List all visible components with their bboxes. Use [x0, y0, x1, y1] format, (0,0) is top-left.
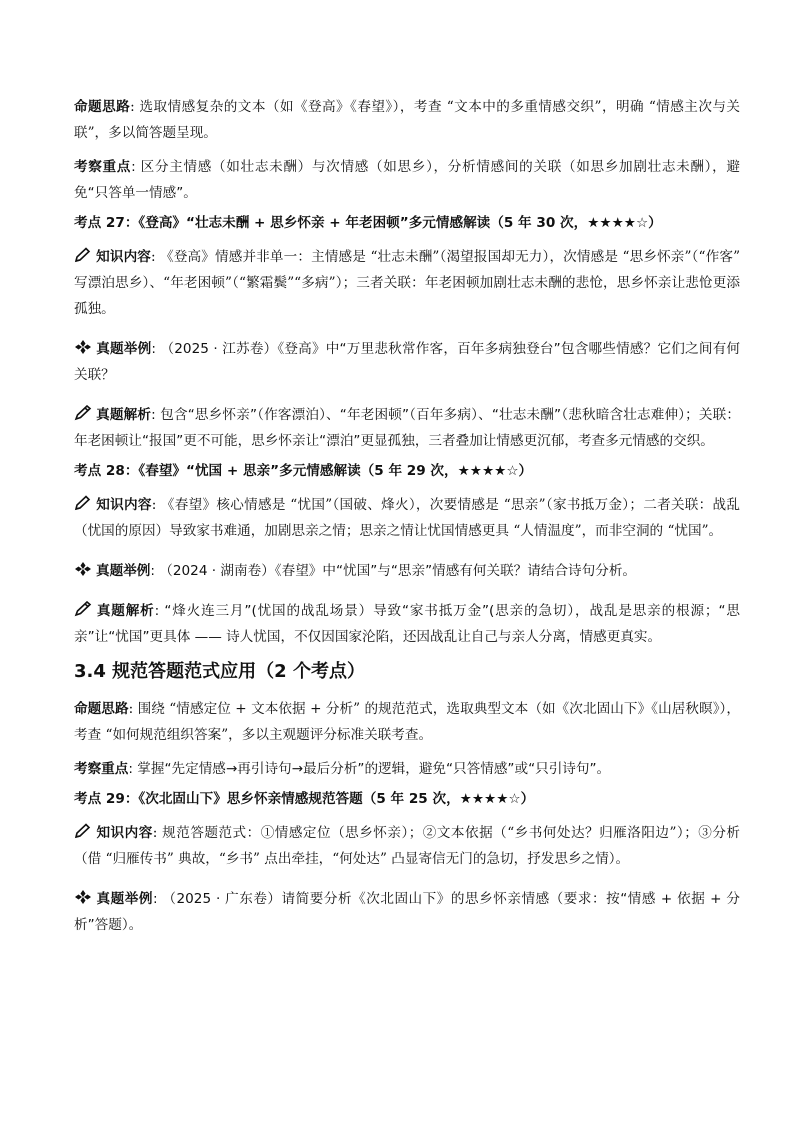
- body-text: 选取情感复杂的文本（如《登高》《春望》），考查 “文本中的多重情感交织”，明确 “情感主次与关联”，多以简答题呈现。: [74, 99, 741, 141]
- body-text: 围绕 “情感定位 + 文本依据 + 分析” 的规范范式，选取典型文本（如《次北固山下》《山居秋暝》），考查 “如何规范组织答案”，多以主观题评分标准关联考查。: [74, 701, 741, 743]
- knowledge-point-heading: 考点 28：《春望》“忧国 + 思亲”多元情感解读（5 年 29 次，★★★★☆）: [74, 463, 533, 479]
- body-text: “烽火连三月”(忧国的战乱场景）导致“家书抵万金”(思亲的急切），战乱是思亲的根源；“思亲”让“忧国”更具体 —— 诗人忧国，不仅因国家沦陷，还因战乱让自己与亲人分离，情感更真实。: [74, 603, 740, 645]
- body-text: 包含“思乡怀亲”（作客漂泊）、“年老困顿”（百年多病）、“壮志未酬”（悲秋暗含壮志难伸）；关联：年老困顿让“报国”更不可能，思乡怀亲让“漂泊”更显孤独，三者叠加让情感更沉郁，考查多元情感的交织。: [74, 407, 741, 449]
- section-heading: 3.4 规范答题范式应用（2 个考点）: [74, 661, 365, 682]
- label: 真题举例: [96, 341, 152, 357]
- knowledge-content: 知识内容: 《春望》核心情感是 “忧国”（国破、烽火），次要情感是 “思亲”（家书抵万金）；二者关联：战乱（忧国的原因）导致家书难通，加剧思亲之情；思亲之情让忧国情感更具 “人情温度”，而非空洞的 “忧国”。: [74, 497, 740, 539]
- body-text: （2024 · 湖南卷）《春望》中“忧国”与“思亲”情感有何关联？请结合诗句分析。: [159, 563, 637, 579]
- proposition-idea: 命题思路: 选取情感复杂的文本（如《登高》《春望》），考查 “文本中的多重情感交织”，明确 “情感主次与关联”，多以简答题呈现。: [74, 99, 741, 141]
- knowledge-content: 知识内容: 规范答题范式：①情感定位（思乡怀亲）；②文本依据（“乡书何处达？归雁洛阳边”）；③分析（借 “归雁传书” 典故，“乡书” 点出牵挂，“何处达” 凸显寄信无门的急切，抒发思乡之情）。: [74, 825, 741, 867]
- label: 真题举例: [96, 563, 151, 579]
- exam-analysis: 真题解析: 包含“思乡怀亲”（作客漂泊）、“年老困顿”（百年多病）、“壮志未酬”（悲秋暗含壮志难伸）；关联：年老困顿让“报国”更不可能，思乡怀亲让“漂泊”更显孤独，三者叠加让情感更沉郁，考查多元情感的交织。: [74, 407, 741, 449]
- knowledge-point-heading: 考点 29：《次北固山下》思乡怀亲情感规范答题（5 年 25 次，★★★★☆）: [74, 791, 535, 807]
- body-text: （2025 · 广东卷）请简要分析《次北固山下》的思乡怀亲情感（要求：按“情感 + 依据 + 分析”答题）。: [74, 891, 740, 933]
- exam-focus: 考察重点: 区分主情感（如壮志未酬）与次情感（如思乡），分析情感间的关联（如思乡加剧壮志未酬），避免“只答单一情感”。: [74, 159, 741, 201]
- exam-example: 真题举例: （2025 · 江苏卷）《登高》中“万里悲秋常作客，百年多病独登台”包含哪些情感？它们之间有何关联？: [74, 341, 741, 383]
- knowledge-content: 知识内容: 《登高》情感并非单一：主情感是 “壮志未酬”（渴望报国却无力），次情感是 “思乡怀亲”（“作客” 写漂泊思乡）、“年老困顿”（“繁霜鬓”“多病”）；三者关联：年老困顿加剧壮志未酬的悲怆，思乡怀亲让悲怆更添孤独。: [74, 249, 741, 317]
- diamond-icon: [74, 339, 92, 355]
- label: 真题解析: [96, 603, 155, 619]
- exam-focus: 考察重点: 掌握“先定情感→再引诗句→最后分析”的逻辑，避免“只答情感”或“只引诗句”。: [74, 761, 611, 777]
- exam-example: 真题举例: （2024 · 湖南卷）《春望》中“忧国”与“思亲”情感有何关联？请结合诗句分析。: [74, 558, 740, 584]
- label: 命题思路: [74, 99, 131, 115]
- label: 真题举例: [96, 891, 153, 907]
- body-text: 《登高》情感并非单一：主情感是 “壮志未酬”（渴望报国却无力），次情感是 “思乡怀亲”（“作客” 写漂泊思乡）、“年老困顿”（“繁霜鬓”“多病”）；三者关联：年老困顿加剧壮志未酬的悲怆，思乡怀亲让悲怆更添孤独。: [74, 249, 741, 317]
- body-text: 《春望》核心情感是 “忧国”（国破、烽火），次要情感是 “思亲”（家书抵万金）；二者关联：战乱（忧国的原因）导致家书难通，加剧思亲之情；思亲之情让忧国情感更具 “人情温度”，而非空洞的 “忧国”。: [74, 497, 740, 539]
- document-page: [74, 94, 740, 942]
- body-text: （2025 · 江苏卷）《登高》中“万里悲秋常作客，百年多病独登台”包含哪些情感？它们之间有何关联？: [74, 341, 741, 383]
- diamond-icon: [74, 889, 92, 905]
- label: 命题思路: [74, 701, 129, 717]
- diamond-icon: [74, 561, 92, 577]
- proposition-idea: 命题思路: 围绕 “情感定位 + 文本依据 + 分析” 的规范范式，选取典型文本（如《次北固山下》《山居秋暝》），考查 “如何规范组织答案”，多以主观题评分标准关联考查。: [74, 701, 741, 743]
- pencil-icon: [74, 823, 92, 839]
- pen-icon: [74, 405, 92, 421]
- label: 考察重点: [74, 761, 129, 777]
- label: 知识内容: [96, 249, 152, 265]
- pencil-icon: [74, 247, 92, 263]
- pen-icon: [74, 601, 92, 617]
- label: 真题解析: [96, 407, 152, 423]
- exam-analysis: 真题解析: “烽火连三月”(忧国的战乱场景）导致“家书抵万金”(思亲的急切），战乱是思亲的根源；“思亲”让“忧国”更具体 —— 诗人忧国，不仅因国家沦陷，还因战乱让自己与亲人分离，情感更真实。: [74, 603, 740, 645]
- exam-example: 真题举例: （2025 · 广东卷）请简要分析《次北固山下》的思乡怀亲情感（要求：按“情感 + 依据 + 分析”答题）。: [74, 891, 740, 933]
- label: 知识内容: [96, 497, 152, 513]
- body-text: 掌握“先定情感→再引诗句→最后分析”的逻辑，避免“只答情感”或“只引诗句”。: [137, 761, 611, 777]
- body-text: 区分主情感（如壮志未酬）与次情感（如思乡），分析情感间的关联（如思乡加剧壮志未酬），避免“只答单一情感”。: [74, 159, 741, 201]
- label: 知识内容: [96, 825, 153, 841]
- pencil-icon: [74, 495, 92, 511]
- knowledge-point-heading: 考点 27：《登高》“壮志未酬 + 思乡怀亲 + 年老困顿”多元情感解读（5 年 30 次，★★★★☆）: [74, 215, 662, 231]
- body-text: 规范答题范式：①情感定位（思乡怀亲）；②文本依据（“乡书何处达？归雁洛阳边”）；③分析（借 “归雁传书” 典故，“乡书” 点出牵挂，“何处达” 凸显寄信无门的急切，抒发思乡之情）。: [74, 825, 741, 867]
- label: 考察重点: [74, 159, 132, 175]
